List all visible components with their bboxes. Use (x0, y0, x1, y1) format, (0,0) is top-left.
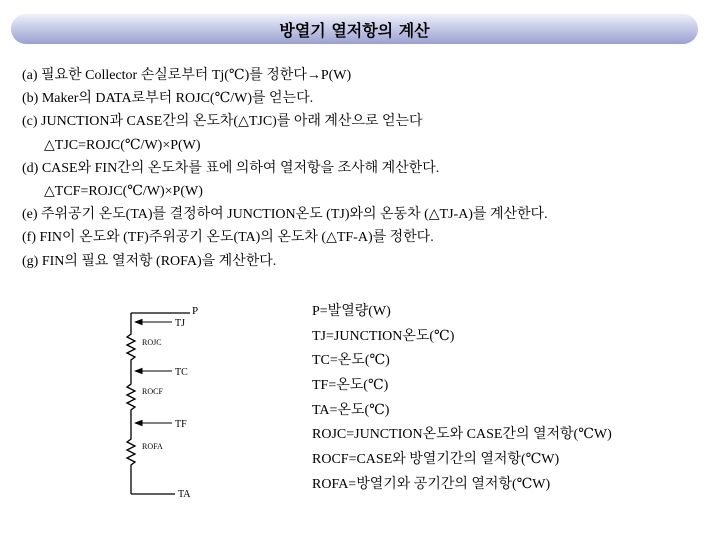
legend-item: TF=온도(℃) (312, 378, 389, 394)
tj-label: TJ (175, 318, 185, 329)
legend-item: P=발열량(W) (312, 304, 391, 319)
legend-item: ROCF=CASE와 방열기간의 열저항(℃W) (312, 452, 560, 468)
step-e: (e) 주위공기 온도(TA)를 결정하여 JUNCTION온도 (TJ)와의 온동차 (△TJ-A)를 계산한다. (22, 207, 548, 223)
rocf-label: ROCF (142, 387, 163, 396)
legend-item: ROFA=방열기와 공기간의 열저항(℃W) (312, 476, 551, 492)
step-g: (g) FIN의 필요 열저항 (ROFA)을 계산한다. (22, 253, 277, 269)
step-c: (c) JUNCTION과 CASE간의 온도차(△TJC)를 아래 계산으로 얻는다 (22, 114, 423, 130)
thermal-resistance-diagram (120, 300, 230, 500)
step-f: (f) FIN이 온도와 (TF)주위공기 온도(TA)의 온도차 (△TF-A)를 정한다. (22, 230, 434, 246)
page-title: 방열기 열저항의 계산 (279, 20, 430, 40)
step-d-formula: △TCF=ROJC(℃/W)×P(W) (44, 183, 203, 199)
legend-item: ROJC=JUNCTION온도와 CASE간의 열저항(℃W) (312, 427, 612, 443)
calculation-steps (22, 64, 548, 273)
rofa-label: ROFA (142, 442, 163, 451)
step-d: (d) CASE와 FIN간의 온도차를 표에 의하여 열저항을 조사해 계산한다. (22, 160, 440, 176)
legend-item: TJ=JUNCTION온도(℃) (312, 328, 455, 344)
resistor-chain (127, 313, 135, 494)
legend-item: TA=온도(℃) (312, 402, 390, 418)
power-label: P (192, 305, 199, 317)
step-a: (a) 필요한 Collector 손실로부터 Tj(℃)를 정한다→P(W) (22, 68, 352, 83)
tc-label: TC (175, 367, 188, 378)
tf-label: TF (175, 419, 187, 430)
step-c-formula: △TJC=ROJC(℃/W)×P(W) (44, 137, 201, 153)
legend-item: TC=온도(℃) (312, 353, 390, 369)
step-b: (b) Maker의 DATA로부터 ROJC(℃/W)를 얻는다. (22, 91, 314, 107)
rojc-label: ROJC (142, 338, 162, 347)
symbol-legend (312, 300, 612, 498)
ta-label: TA (178, 489, 191, 500)
title-bar (11, 14, 698, 44)
